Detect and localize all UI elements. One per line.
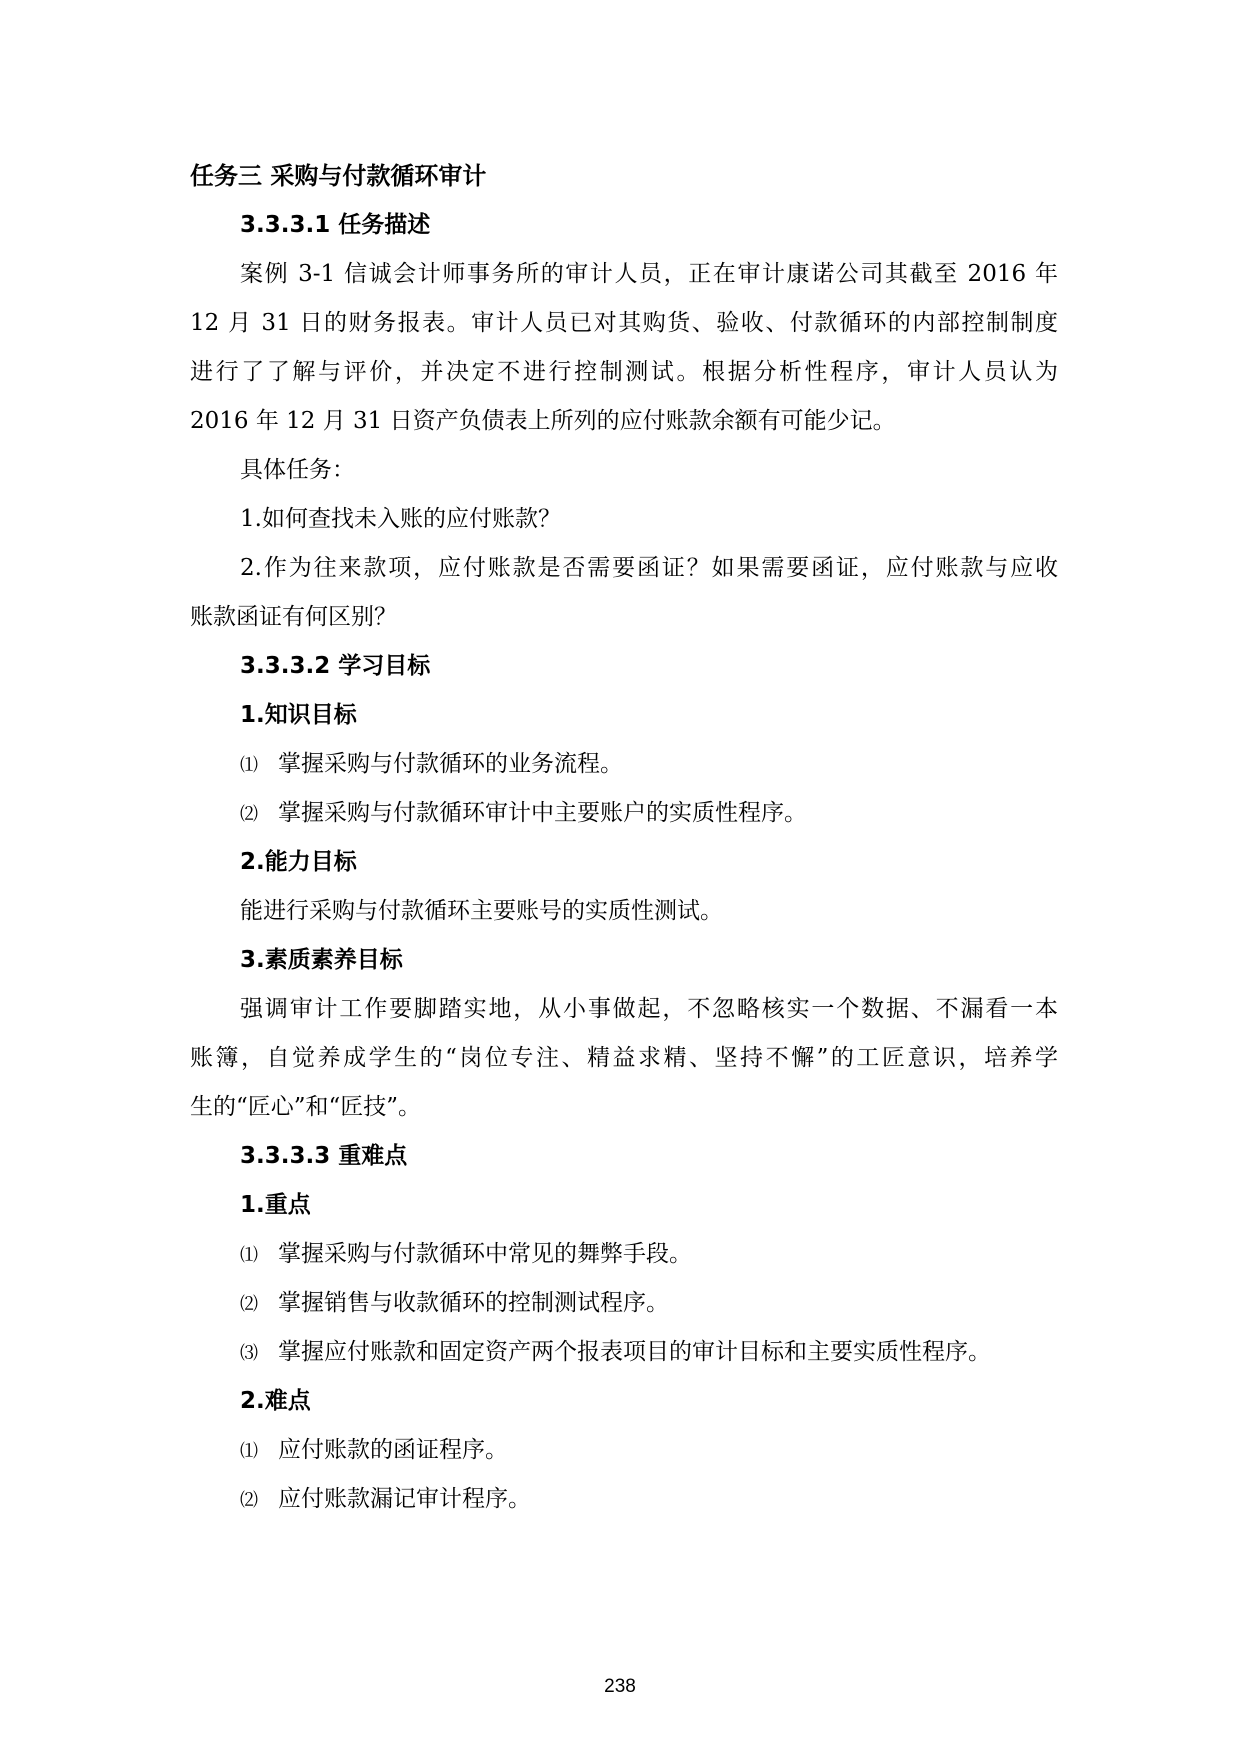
task-2-line-1: 2.作为往来款项，应付账款是否需要函证？如果需要函证，应付账款与应收 bbox=[240, 555, 1058, 581]
case-line-4: 2016 年 12 月 31 日资产负债表上所列的应付账款余额有可能少记。 bbox=[190, 408, 896, 434]
list-number: ⑴ bbox=[240, 755, 258, 776]
list-item bbox=[240, 748, 623, 782]
list-number: ⑴ bbox=[240, 1441, 258, 1462]
list-text: 掌握采购与付款循环的业务流程。 bbox=[278, 751, 623, 777]
list-text: 掌握采购与付款循环中常见的舞弊手段。 bbox=[278, 1241, 692, 1267]
list-item bbox=[240, 1434, 508, 1468]
list-item bbox=[240, 1287, 669, 1321]
quality-line-1: 强调审计工作要脚踏实地，从小事做起，不忽略核实一个数据、不漏看一本 bbox=[240, 996, 1058, 1022]
knowledge-goal-title: 1.知识目标 bbox=[240, 702, 357, 728]
list-item bbox=[240, 1336, 991, 1370]
list-number: ⑴ bbox=[240, 1245, 258, 1266]
heading-key-points: 3.3.3.3 重难点 bbox=[240, 1143, 408, 1169]
list-number: ⑶ bbox=[240, 1343, 258, 1364]
list-number: ⑵ bbox=[240, 804, 258, 825]
case-line-1: 案例 3-1 信诚会计师事务所的审计人员，正在审计康诺公司其截至 2016 年 bbox=[240, 261, 1058, 287]
section-title: 任务三 采购与付款循环审计 bbox=[190, 162, 487, 190]
list-item bbox=[240, 1483, 531, 1517]
list-text: 掌握采购与付款循环审计中主要账户的实质性程序。 bbox=[278, 800, 807, 826]
case-line-2: 12 月 31 日的财务报表。审计人员已对其购货、验收、付款循环的内部控制制度 bbox=[190, 310, 1058, 336]
list-item bbox=[240, 797, 807, 831]
task-1: 1.如何查找未入账的应付账款？ bbox=[240, 506, 561, 532]
list-text: 掌握应付账款和固定资产两个报表项目的审计目标和主要实质性程序。 bbox=[278, 1339, 991, 1365]
list-number: ⑵ bbox=[240, 1294, 258, 1315]
key-points-title: 1.重点 bbox=[240, 1192, 311, 1218]
heading-task-description: 3.3.3.1 任务描述 bbox=[240, 212, 431, 238]
quality-line-2: 账簿，自觉养成学生的“岗位专注、精益求精、坚持不懈”的工匠意识，培养学 bbox=[190, 1045, 1058, 1071]
quality-goal-title: 3.素质素养目标 bbox=[240, 947, 403, 973]
list-text: 应付账款漏记审计程序。 bbox=[278, 1486, 531, 1512]
list-item bbox=[240, 1238, 692, 1272]
difficult-points-title: 2.难点 bbox=[240, 1388, 311, 1414]
ability-goal-title: 2.能力目标 bbox=[240, 849, 357, 875]
list-text: 应付账款的函证程序。 bbox=[278, 1437, 508, 1463]
task-2-line-2: 账款函证有何区别？ bbox=[190, 604, 397, 630]
tasks-label: 具体任务： bbox=[240, 457, 355, 483]
list-text: 掌握销售与收款循环的控制测试程序。 bbox=[278, 1290, 669, 1316]
quality-line-3: 生的“匠心”和“匠技”。 bbox=[190, 1094, 422, 1120]
case-line-3: 进行了了解与评价，并决定不进行控制测试。根据分析性程序，审计人员认为 bbox=[190, 359, 1058, 385]
ability-goal-text: 能进行采购与付款循环主要账号的实质性测试。 bbox=[240, 898, 723, 924]
page-number: 238 bbox=[604, 1676, 636, 1697]
heading-learning-goals: 3.3.3.2 学习目标 bbox=[240, 653, 431, 679]
list-number: ⑵ bbox=[240, 1490, 258, 1511]
